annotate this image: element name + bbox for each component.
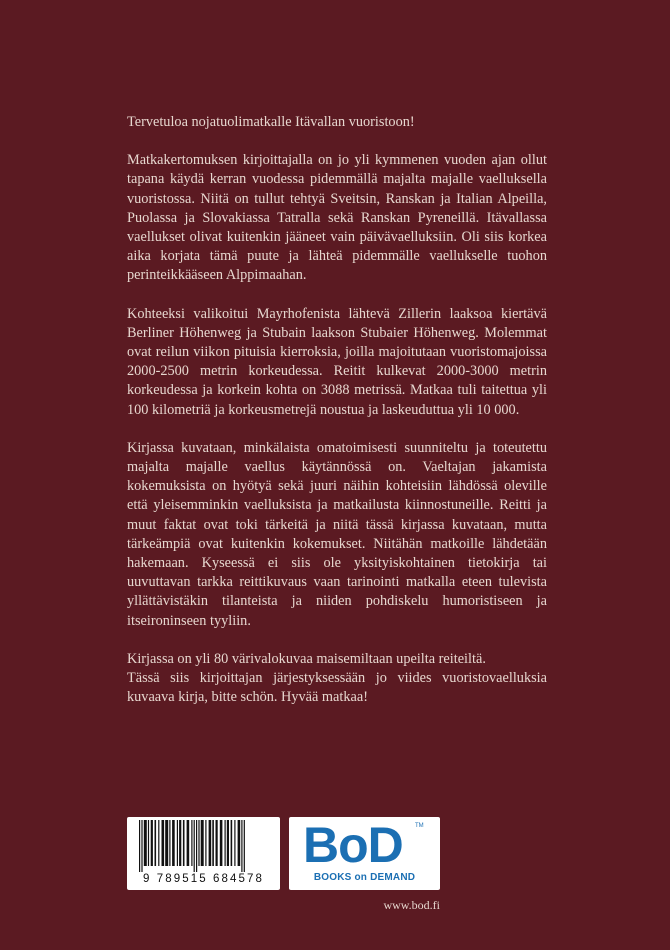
publisher-url: www.bod.fi bbox=[383, 898, 440, 912]
blurb-paragraph: Matkakertomuksen kirjoittajalla on jo yli kymmenen vuoden ajan ollut tapana käydä kerran vuodessa pidemmällä majalta majalle vaelluksella vuoristossa. Niitä on tullut tehtyä Sveitsin, Ranskan ja Italian Alpeilla, Puolassa ja Slovakiassa Tatralla sekä Ranskan Pyreneillä. Itävallassa vaellukset olivat kuitenkin jääneet vain päivävaelluksiin. Oli siis korkea aika korjata tämä puute ja lähteä pidemmälle vaellukselle tuohon perinteikkääseen Alppimaahan. bbox=[127, 152, 547, 284]
isbn-barcode bbox=[127, 817, 280, 890]
blurb-text bbox=[127, 113, 547, 726]
blurb-closing: Tässä siis kirjoittajan järjestyksessään jo viides vuoristovaelluksia kuvaava kirja, bitte schön. Hyvää matkaa! bbox=[127, 670, 547, 706]
publisher-logo bbox=[289, 817, 440, 890]
isbn-number: 9 789515 684578 bbox=[142, 873, 265, 885]
blurb-paragraph: Kirjassa on yli 80 värivalokuvaa maisemiltaan upeilta reiteiltä. bbox=[127, 650, 486, 667]
trademark-symbol: TM bbox=[415, 823, 424, 829]
blurb-paragraph: Kirjassa kuvataan, minkälaista omatoimisesti suunniteltu ja toteutettu majalta majalle vaellus käytännössä on. Vaeltajan jakamista kokemuksista on hyötyä sekä juuri näihin kohteisiin lähdössä oleville että yleisemminkin vaelluksista ja matkailusta kiinnostuneille. Reitti ja muut faktat ovat toki tärkeitä ja niitä tässä kirjassa kuvataan, mutta tärkeämpiä ovat kuitenkin kokemukset. Niitähän matkoille lähdetään hakemaan. Kyseessä ei siis ole yksityiskohtainen tietokirja tai uuvuttavan tarkka reittikuvaus vaan tarinointi matkalla eteen tulevista yllättävistäkin tilanteista ja niiden pohdiskelu humoristiseen ja itseironinseen tyyliin. bbox=[127, 439, 547, 629]
bod-logo-mark: BoD bbox=[303, 817, 403, 873]
blurb-paragraph: Kohteeksi valikoitui Mayrhofenista lähtevä Zillerin laaksoa kiertävä Berliner Höhenweg ja Stubain laakson Stubaier Höhenweg. Molemmat ovat reilun viikon pituisia kierroksia, joilla majoitutaan vuoristomajoissa 2000-2500 metrin korkeudessa. Reitit kulkevat 2000-3000 metrin korkeudessa ja korkein kohta on 3088 metrissä. Matkaa tuli taitettua yli 100 kilometriä ja korkeusmetrejä noustua ja laskeuduttua yli 10 000. bbox=[127, 305, 547, 418]
barcode-bars-icon bbox=[133, 820, 274, 872]
publisher-tagline: BOOKS on DEMAND bbox=[313, 872, 416, 883]
blurb-intro: Tervetuloa nojatuolimatkalle Itävallan vuoristoon! bbox=[127, 114, 415, 130]
